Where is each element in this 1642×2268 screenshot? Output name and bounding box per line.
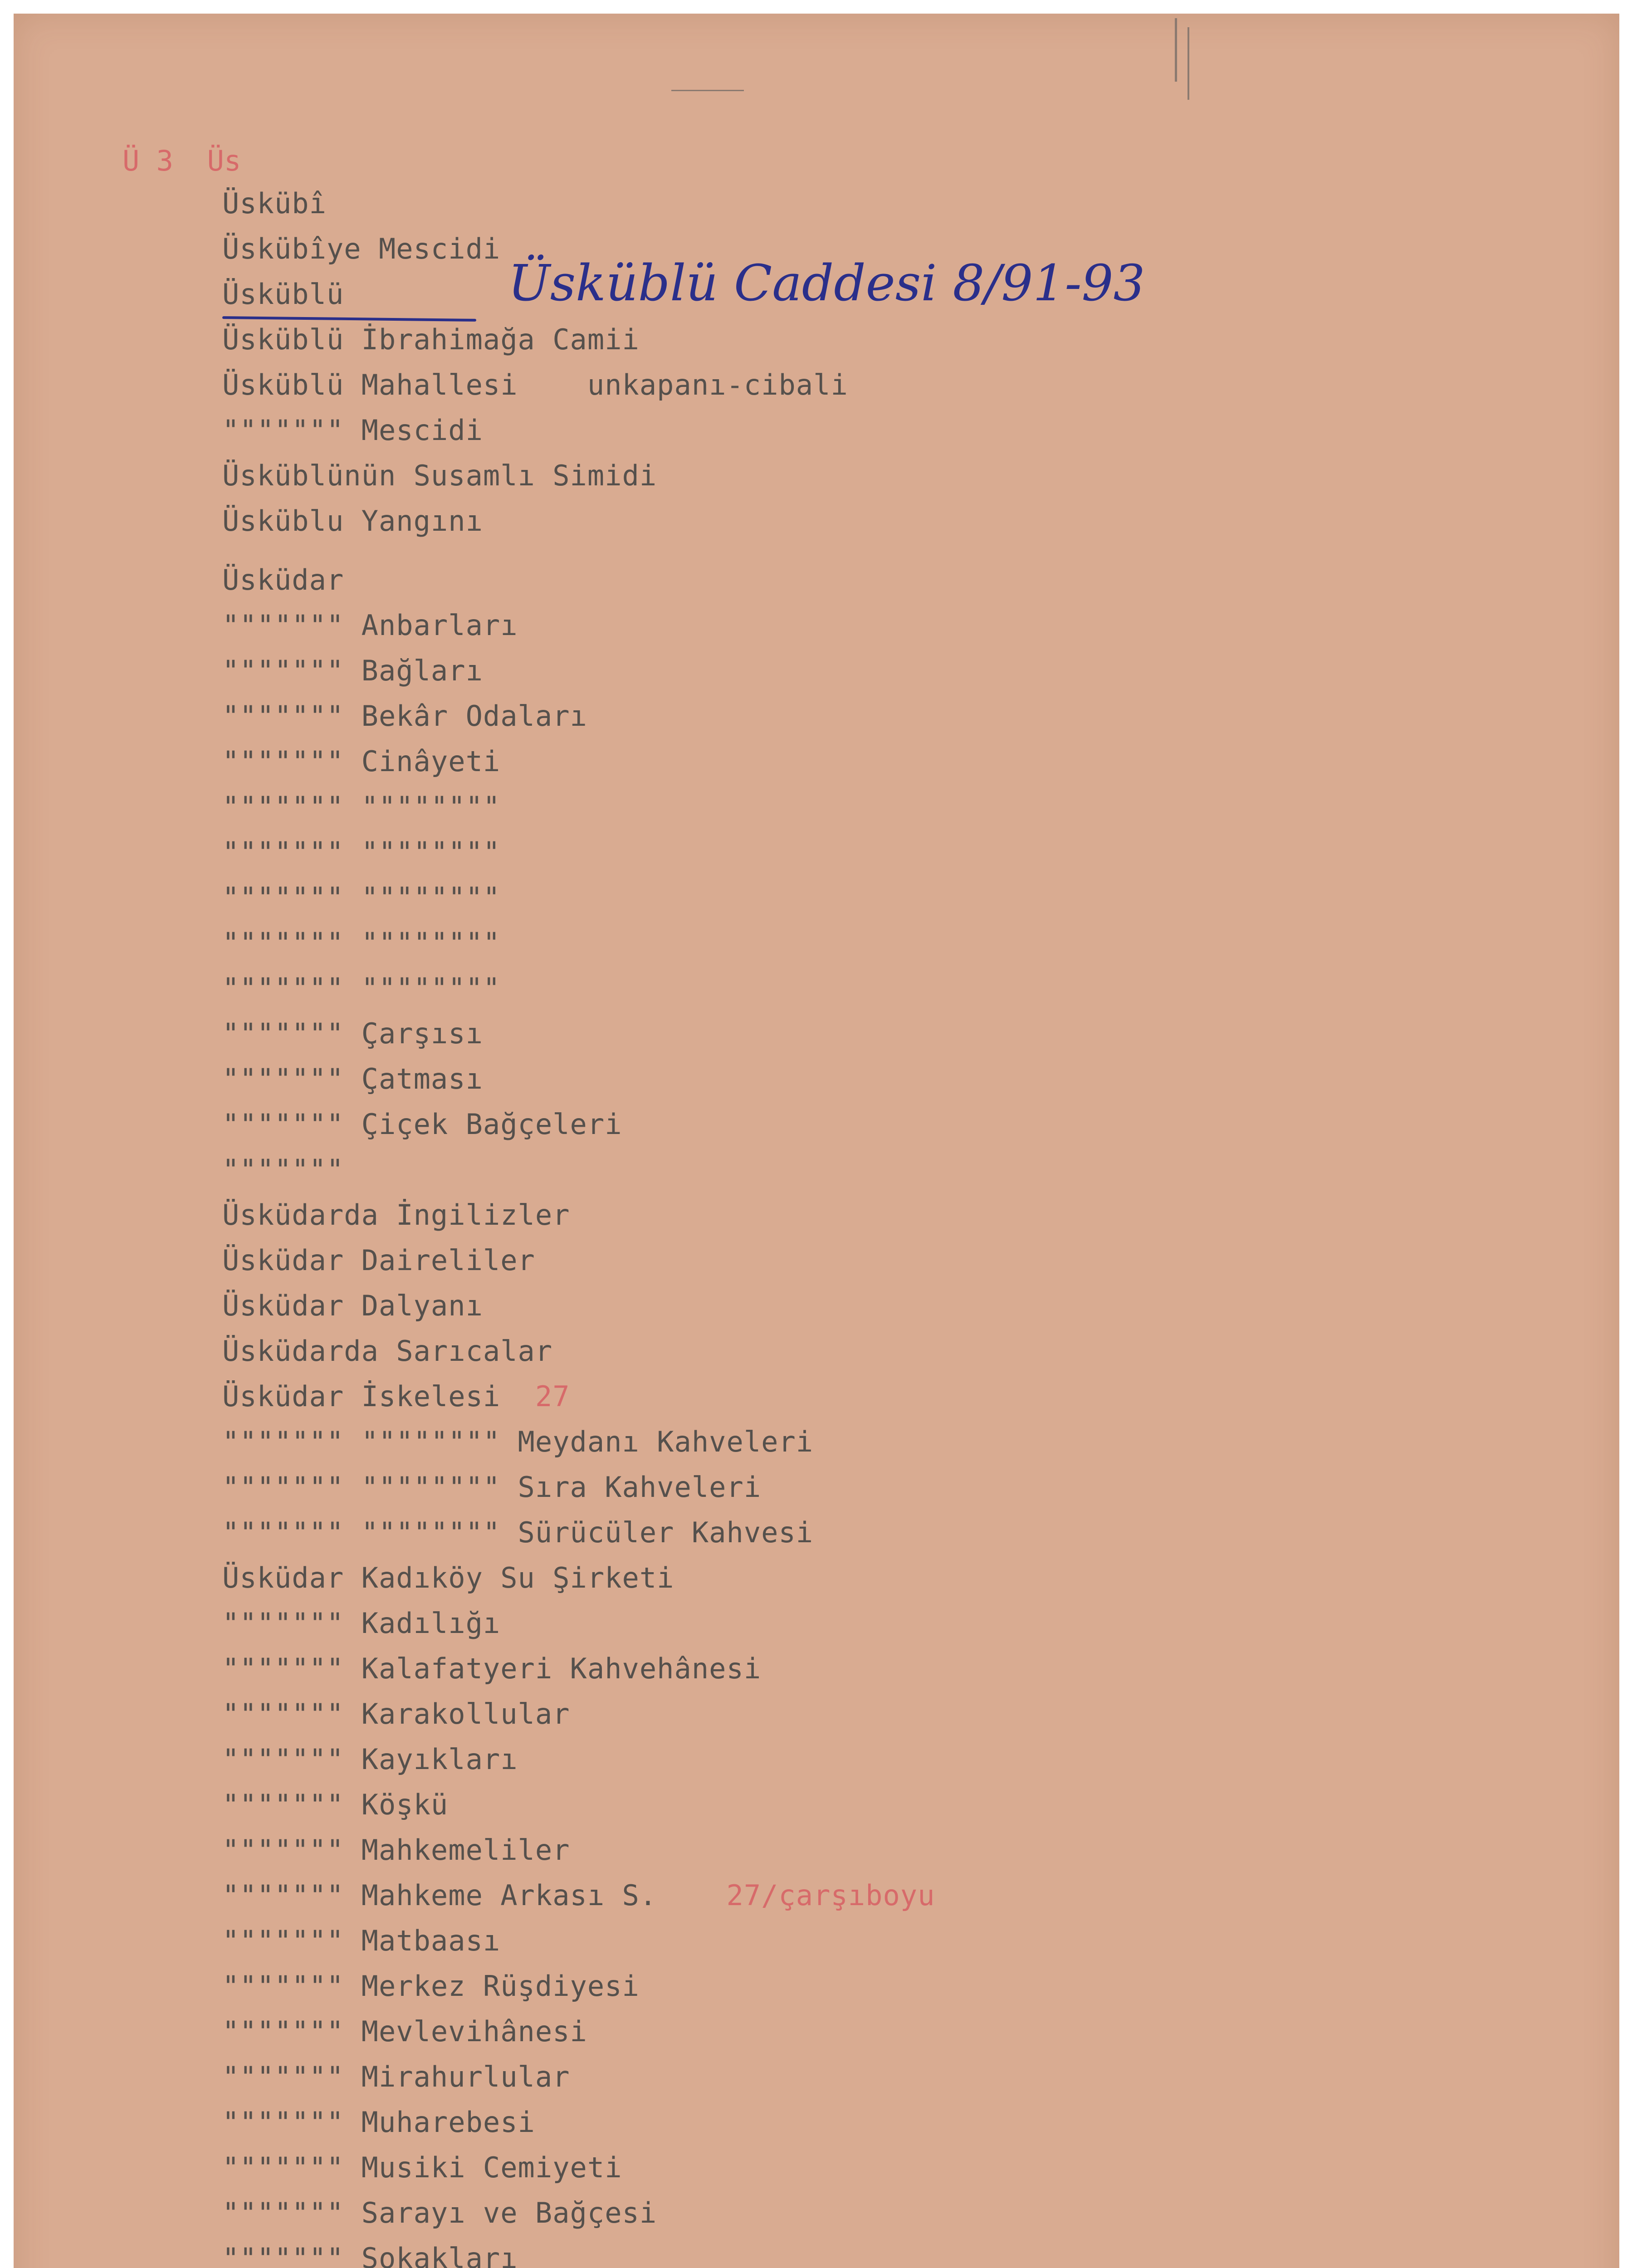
index-entry [222, 1246, 535, 1275]
index-entry [222, 1017, 483, 1050]
entry-note: 27 [535, 1380, 570, 1413]
index-entry [222, 504, 483, 538]
index-entry [222, 232, 501, 265]
index-entry [222, 881, 501, 914]
margin-mark [1175, 18, 1177, 82]
entry-text: """"""" Sokakları [222, 2242, 518, 2268]
handwritten-note: Üsküblü Caddesi 8/91-93 [508, 254, 1145, 312]
index-entry [222, 1153, 344, 1186]
entry-text: """"""" Matbaası [222, 1924, 501, 1957]
index-entry [222, 1471, 762, 1504]
entry-text: """"""" Kayıkları [222, 1743, 518, 1776]
index-entry [222, 1425, 814, 1458]
index-entry [222, 1788, 449, 1821]
entry-text: """"""" """""""" [222, 790, 501, 823]
entry-text: Üskübî [222, 187, 327, 220]
index-entry [222, 790, 501, 823]
entry-text: """"""" Çiçek Bağçeleri [222, 1108, 622, 1141]
header-code: Ü 3 Üs [122, 144, 241, 177]
entry-text: """"""" Cinâyeti [222, 745, 501, 778]
entry-text: """"""" Çatması [222, 1062, 483, 1095]
entry-text: """"""" """""""" [222, 972, 501, 1005]
index-entry [222, 368, 848, 401]
index-entry [222, 699, 587, 733]
index-entry [222, 563, 344, 596]
entry-text: """"""" Mevlevihânesi [222, 2015, 587, 2048]
index-entry [222, 1062, 483, 1095]
index-entry [222, 1833, 570, 1867]
index-entry [222, 2244, 518, 2268]
index-entry [222, 1652, 762, 1685]
entry-text: """"""" """""""" Sıra Kahveleri [222, 1471, 762, 1504]
index-entry [222, 2106, 535, 2139]
entry-text: """"""" Karakollular [222, 1697, 570, 1730]
index-entry [222, 1110, 622, 1139]
entry-text: Üsküdar Daireliler [222, 1244, 535, 1277]
entry-text: """"""" Çarşısı [222, 1017, 483, 1050]
index-entry [222, 187, 327, 220]
index-entry [222, 2015, 587, 2048]
entry-text: Üsküdar Kadıköy Su Şirketi [222, 1561, 674, 1594]
entry-text: """"""" Köşkü [222, 1788, 449, 1821]
index-entry [222, 1924, 501, 1957]
entry-text: """"""" Merkez Rüşdiyesi [222, 1970, 640, 2003]
index-entry [222, 416, 483, 445]
index-entry [222, 1198, 570, 1232]
entry-text: """"""" Bağları [222, 654, 483, 687]
entry-text: """"""" Musiki Cemiyeti [222, 2151, 622, 2184]
index-entry [222, 926, 501, 959]
index-entry [222, 1607, 501, 1640]
entry-text: Üsküblu Yangını [222, 504, 483, 538]
entry-text: Üsküdar İskelesi [222, 1380, 535, 1413]
entry-text: """"""" Kadılığı [222, 1607, 501, 1640]
index-entry [222, 745, 501, 778]
entry-text: """"""" Sarayı ve Bağçesi [222, 2196, 657, 2229]
index-entry [222, 323, 640, 356]
index-entry [222, 2060, 570, 2093]
entry-text: Üsküblü Mahallesi unkapanı-cibali [222, 368, 848, 401]
index-entry [222, 1970, 640, 2003]
margin-mark [1188, 27, 1189, 100]
index-entry [222, 972, 501, 1005]
index-entry [222, 1745, 518, 1774]
entry-text: Üsküblünün Susamlı Simidi [222, 459, 657, 492]
index-entry [222, 1879, 935, 1912]
entry-text: """"""" Kalafatyeri Kahvehânesi [222, 1652, 762, 1685]
entry-text: Üsküblü İbrahimağa Camii [222, 323, 640, 356]
entry-text: """"""" """""""" Sürücüler Kahvesi [222, 1516, 814, 1549]
index-entry [222, 278, 344, 311]
index-entry [222, 2196, 657, 2229]
entry-text: """"""" """""""" Meydanı Kahveleri [222, 1425, 814, 1458]
index-entry [222, 1289, 483, 1322]
index-entry [222, 1561, 674, 1594]
entry-text: Üsküdarda İngilizler [222, 1198, 570, 1232]
entry-text: Üsküdarda Sarıcalar [222, 1334, 553, 1368]
index-entry [222, 459, 657, 492]
entry-text: """"""" """""""" [222, 926, 501, 959]
entry-text: """"""" Anbarları [222, 609, 518, 642]
entry-text: """"""" Muharebesi [222, 2106, 535, 2139]
entry-text: """"""" [222, 1153, 344, 1186]
index-entry [222, 1334, 553, 1368]
entry-text: Üsküdar Dalyanı [222, 1289, 483, 1322]
index-entry [222, 836, 501, 869]
entry-text: """"""" Bekâr Odaları [222, 699, 587, 733]
index-entry [222, 1697, 570, 1730]
entry-text: """"""" Mirahurlular [222, 2060, 570, 2093]
index-entry [222, 1516, 814, 1549]
entry-text: """"""" Mahkeme Arkası S. [222, 1879, 727, 1912]
index-entry [222, 611, 518, 640]
entry-text: Üsküblü [222, 278, 344, 311]
entry-text: """"""" Mahkemeliler [222, 1833, 570, 1867]
entry-text: Üsküdar [222, 563, 344, 596]
margin-mark [671, 90, 744, 91]
index-entry [222, 1380, 570, 1413]
index-entry [222, 654, 483, 687]
entry-text: Üskübîye Mescidi [222, 232, 501, 265]
entry-note: 27/çarşıboyu [726, 1879, 935, 1912]
entry-text: """"""" Mescidi [222, 414, 483, 447]
entry-text: """"""" """""""" [222, 836, 501, 869]
index-entry [222, 2151, 622, 2184]
entry-text: """"""" """""""" [222, 881, 501, 914]
